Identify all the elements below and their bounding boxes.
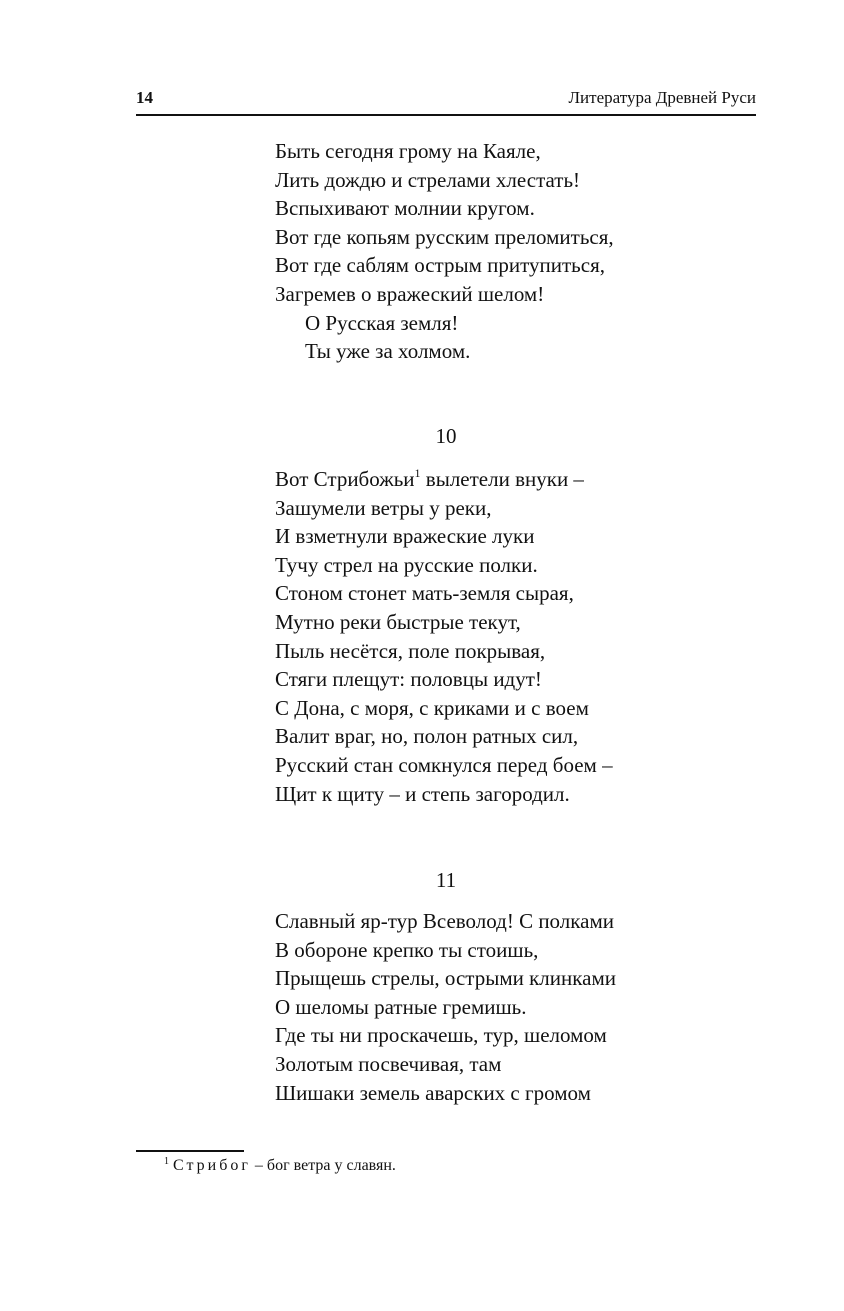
- stanza-10: [275, 465, 613, 808]
- verse-line: С Дона, с моря, с криками и с воем: [275, 695, 589, 720]
- verse-line: Золотым посвечивая, там: [275, 1051, 502, 1076]
- verse-line: О шеломы ратные гремишь.: [275, 994, 527, 1019]
- verse-line: Быть сегодня грому на Каяле,: [275, 139, 541, 163]
- verse-line: Славный яр-тур Всеволод! С полками: [275, 909, 614, 933]
- footnote-divider: [136, 1150, 244, 1152]
- verse-line: Загремев о вражеский шелом!: [275, 281, 545, 306]
- verse-line: Вспыхивают молнии кругом.: [275, 196, 535, 221]
- verse-line: Мутно реки быстрые текут,: [275, 609, 521, 634]
- verse-line: В обороне крепко ты стоишь,: [275, 937, 539, 962]
- verse-line: Валит враг, но, полон ратных сил,: [275, 724, 579, 749]
- stanza-continued: [275, 137, 614, 366]
- verse-text: Вот Стрибожьи: [275, 467, 415, 491]
- verse-line: Русский стан сомкнулся перед боем –: [275, 752, 613, 777]
- page-number: 14: [136, 88, 153, 107]
- footnote-reference: 1: [414, 466, 421, 480]
- verse-line: Вот где копьям русским преломиться,: [275, 224, 614, 249]
- verse-line-indented: О Русская земля!: [305, 310, 459, 335]
- verse-line: Зашумели ветры у реки,: [275, 495, 492, 520]
- verse-text: вылетели внуки –: [420, 467, 584, 491]
- footnote: [164, 1157, 396, 1175]
- section-number-10: 10: [435, 424, 457, 448]
- running-header: [136, 86, 756, 116]
- verse-line: [275, 465, 613, 494]
- running-title: Литература Древней Руси: [568, 88, 756, 107]
- stanza-11: [275, 907, 616, 1107]
- footnote-term: Стрибог: [173, 1157, 251, 1174]
- verse-line: Лить дождю и стрелами хлестать!: [275, 167, 581, 192]
- verse-line: И взметнули вражеские луки: [275, 524, 535, 549]
- verse-line-indented: Ты уже за холмом.: [305, 339, 471, 364]
- verse-line: Где ты ни проскачешь, тур, шеломом: [275, 1023, 607, 1048]
- verse-line: Прыщешь стрелы, острыми клинками: [275, 966, 616, 991]
- footnote-text: – бог ветра у славян.: [250, 1157, 396, 1174]
- verse-line: Пыль несётся, поле покрывая,: [275, 638, 546, 663]
- verse-line: Тучу стрел на русские полки.: [275, 552, 538, 577]
- verse-line: Щит к щиту – и степь загородил.: [275, 781, 570, 806]
- verse-line: Стоном стонет мать-земля сырая,: [275, 581, 574, 606]
- verse-line: Стяги плещут: половцы идут!: [275, 667, 542, 692]
- section-number-11: 11: [435, 868, 457, 892]
- verse-line: Шишаки земель аварских с громом: [275, 1080, 591, 1105]
- verse-line: Вот где саблям острым притупиться,: [275, 253, 605, 278]
- footnote-marker: 1: [164, 1156, 169, 1167]
